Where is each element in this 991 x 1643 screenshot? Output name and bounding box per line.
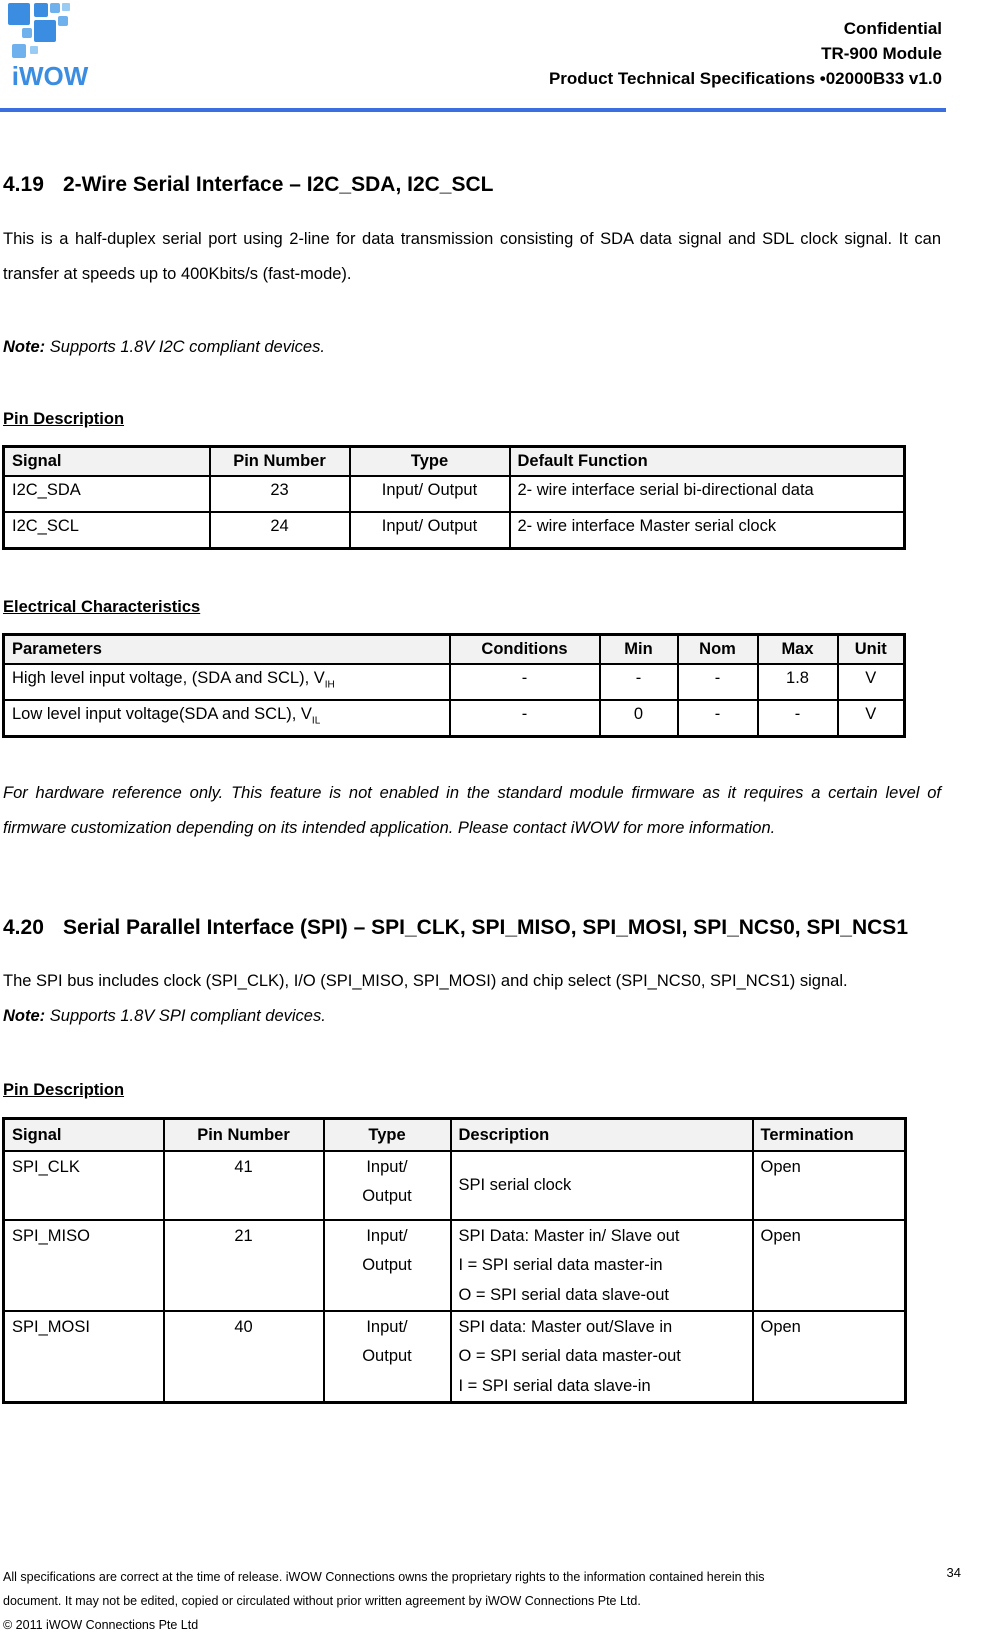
section-4-19-heading: 4.19 2-Wire Serial Interface – I2C_SDA, I2C_SCL [3,173,494,196]
header-rule [0,108,946,112]
table-header-row: Signal Pin Number Type Description Termination [4,1119,906,1152]
pin-description-heading-1: Pin Description [3,410,125,428]
page-number: 34 [946,1565,961,1580]
section-4-20-body: The SPI bus includes clock (SPI_CLK), I/O (SPI_MISO, SPI_MOSI) and chip select (SPI_NCS0, SPI_NCS1) signal. [3,972,848,990]
table-row: I2C_SCL 24 Input/ Output 2- wire interface Master serial clock [4,512,905,548]
spi-pin-table [2,1117,907,1404]
header-module: TR-900 Module [821,44,942,63]
table-row: I2C_SDA 23 Input/ Output 2- wire interface serial bi-directional data [4,476,905,512]
pin-description-heading-2: Pin Description [3,1081,125,1099]
section-4-19-note: Note: Supports 1.8V I2C compliant devices. [3,338,325,356]
document-header [549,16,942,91]
table-header-row: Signal Pin Number Type Default Function [4,447,905,477]
electrical-characteristics-heading: Electrical Characteristics [3,598,201,616]
table-row: Low level input voltage(SDA and SCL), $V_{IL}$ - 0 - - V [4,700,905,736]
document-footer: All specifications are correct at the time of release. iWOW Connections owns the proprietary rights to the information contained herein this document. It may not be edited, copied or circulated without prior written agreement by iWOW Connections Pte Ltd. © 2011 iWOW Connections Pte Ltd [3,1570,765,1632]
table-row: SPI_MISO 21 Input/ Output SPI Data: Master in/ Slave out I = SPI serial data master-in O = SPI serial data slave-out Open [4,1220,906,1311]
section-4-20-note: Note: Supports 1.8V SPI compliant devices. [3,1007,326,1025]
electrical-table [2,633,906,738]
section-4-20-heading: 4.20 Serial Parallel Interface (SPI) – SPI_CLK, SPI_MISO, SPI_MOSI, SPI_NCS0, SPI_NCS1 [3,916,908,939]
hardware-reference-note: For hardware reference only. This feature is not enabled in the standard module firmware as it requires a certain level of firmware customization depending on its intended application. Please contact iWOW for more information. [3,784,941,837]
table-row: SPI_MOSI 40 Input/ Output SPI data: Master out/Slave in O = SPI serial data master-out I = SPI serial data slave-in Open [4,1311,906,1403]
svg-text:iWOW: iWOW [11,61,89,91]
i2c-pin-table [2,445,906,550]
section-4-19-body: This is a half-duplex serial port using 2-line for data transmission consisting of SDA data signal and SDL clock signal. It can transfer at speeds up to 400Kbits/s (fast-mode). [3,230,941,283]
table-row: SPI_CLK 41 Input/ Output SPI serial clock Open [4,1151,906,1220]
table-header-row: Parameters Conditions Min Nom Max Unit [4,635,905,665]
table-row: High level input voltage, (SDA and SCL), $V_{IH}$ - - - 1.8 V [4,664,905,700]
header-confidential: Confidential [843,19,942,38]
iwow-logo [0,0,100,95]
header-spec: Product Technical Specifications •02000B33 v1.0 [548,69,942,88]
